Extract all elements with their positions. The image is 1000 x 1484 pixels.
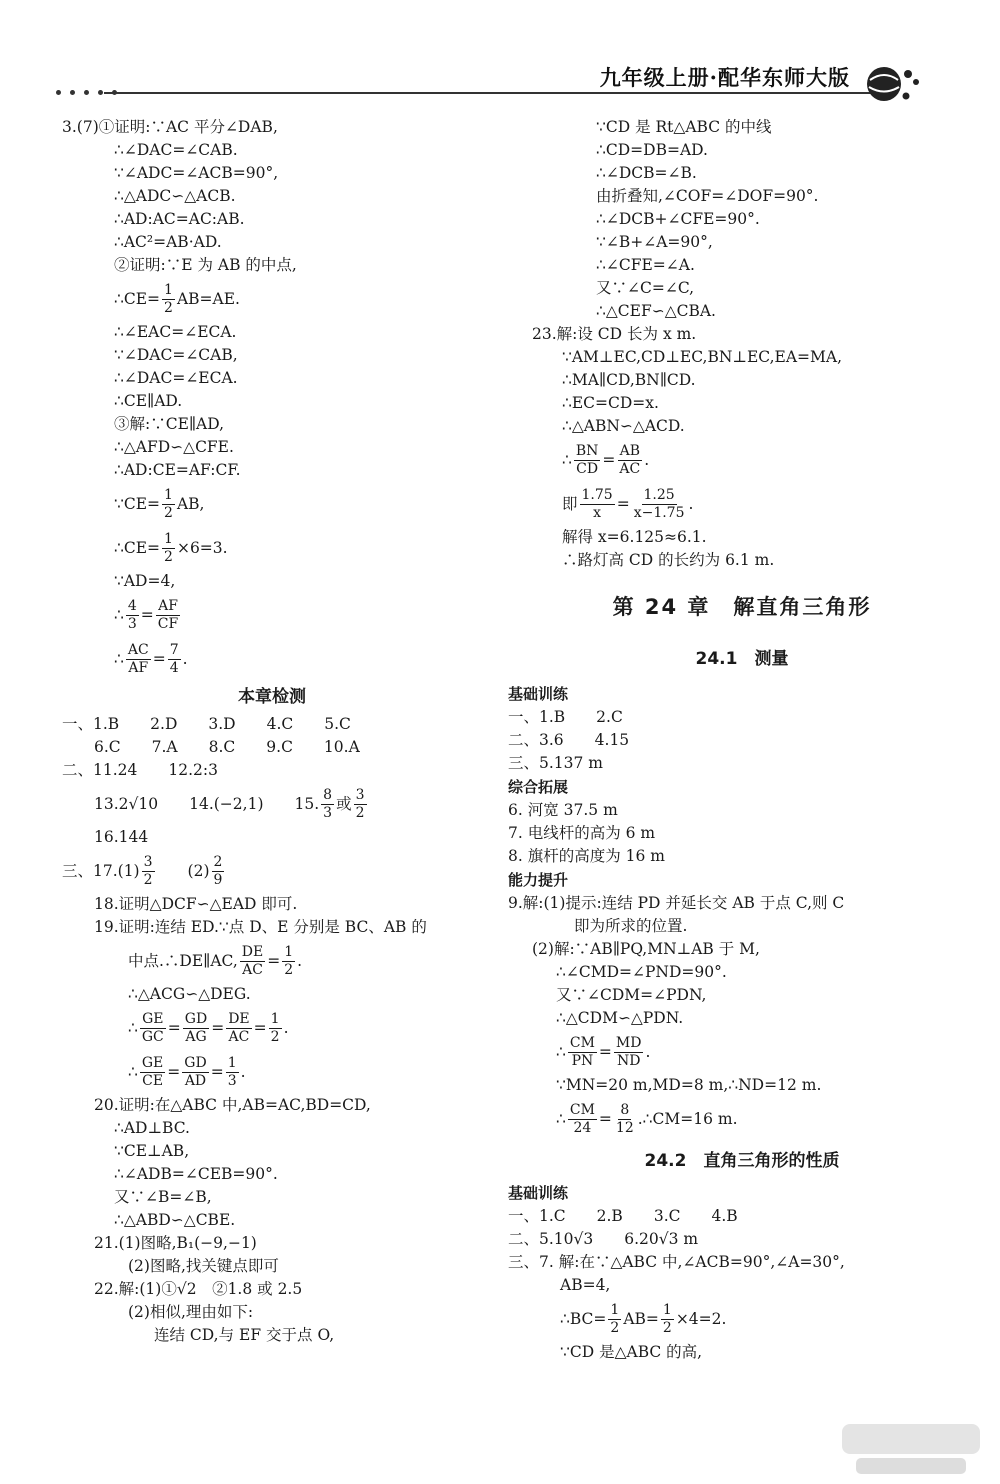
text-line: ∴∠DAC=∠CAB. (114, 141, 238, 159)
text-line: 连结 CD,与 EF 交于点 O, (154, 1326, 335, 1344)
section-title-24-1: 24.1 测量 (695, 649, 789, 669)
text-line: 6.C 7.A 8.C 9.C 10.A (94, 738, 360, 756)
text-line: ∴∠CFE=∠A. (596, 256, 695, 274)
formula-text: = (152, 650, 166, 668)
numerator: 1 (662, 1301, 672, 1318)
fraction (226, 1011, 251, 1046)
formula-text: 中点.∴DE∥AC, (128, 952, 238, 970)
formula-line (62, 526, 482, 570)
fraction (140, 1011, 166, 1046)
text-line: ∵∠ADC=∠ACB=90°, (114, 164, 279, 182)
text-line: 解得 x=6.125≈6.1. (562, 528, 707, 546)
formula-text: 三、17.(1) (62, 862, 140, 880)
text-line: 20.证明:在△ABC 中,AB=AC,BD=CD, (94, 1096, 371, 1114)
denominator: x (593, 504, 602, 521)
text-line: ∴AC²=AB·AD. (114, 233, 222, 251)
numerator: 7 (169, 641, 179, 658)
numerator: 3 (143, 853, 153, 870)
formula-line (62, 482, 482, 526)
formula-text: (2) (156, 862, 210, 880)
text-line: 16.144 (94, 828, 149, 846)
watermark-logo-icon (836, 1418, 986, 1478)
formula-line (62, 849, 482, 893)
denominator: 2 (662, 1319, 672, 1336)
formula-text: = (598, 1110, 612, 1128)
numerator: GE (141, 1054, 164, 1071)
numerator: DE (228, 1010, 250, 1027)
text-line: 9.解:(1)提示:连结 PD 并延长交 AB 于点 C,则 C (508, 894, 845, 912)
denominator: 2 (164, 548, 173, 565)
fraction (614, 1102, 636, 1137)
text-line: ②证明:∵E 为 AB 的中点, (114, 256, 297, 274)
fraction (580, 487, 615, 522)
dot (84, 90, 89, 95)
formula-text: . (645, 1043, 651, 1061)
formula-line: ∴ $\frac{GE}{GC}$ = $\frac{GD}{AG}$ = $\frac{DE}{AC}$ = $\frac{1}{2}$ . (62, 1006, 482, 1050)
text-line: 二、11.24 12.2:3 (62, 761, 218, 779)
formula-text: ∴ (556, 1110, 566, 1128)
denominator: 2 (610, 1319, 620, 1336)
denominator: 3 (227, 1072, 237, 1089)
numerator: 1 (164, 281, 173, 298)
numerator: 1 (164, 530, 173, 547)
numerator: 3 (355, 786, 365, 803)
denominator: GC (141, 1028, 164, 1045)
text-line: 又∵∠C=∠C, (596, 279, 695, 297)
globe-logo-icon (858, 60, 928, 106)
fraction (617, 443, 642, 478)
text-line: ∴△ACG∽△DEG. (128, 985, 251, 1003)
formula-text: ∴CE= (114, 290, 161, 308)
denominator: 24 (573, 1119, 592, 1136)
fraction (142, 854, 155, 889)
text-line: AB=4, (560, 1276, 611, 1294)
fraction (321, 787, 334, 822)
text-line: ∴EC=CD=x. (562, 394, 659, 412)
text-line: ∴CE∥AD. (114, 392, 183, 410)
denominator: 2 (355, 804, 365, 821)
formula-line (532, 1030, 952, 1074)
text-line: ∴∠ADB=∠CEB=90°. (114, 1165, 278, 1183)
formula-text: . (688, 495, 694, 513)
formula-text: ∴ (562, 451, 572, 469)
formula-line (62, 637, 482, 681)
text-line: (2)相似,理由如下: (128, 1303, 254, 1321)
formula-line (532, 1297, 952, 1341)
text-line: 23.解:设 CD 长为 x m. (532, 325, 697, 343)
denominator: 2 (164, 299, 173, 316)
formula-text: . (644, 451, 650, 469)
fraction (168, 642, 181, 677)
formula-line (62, 939, 482, 983)
denominator: CF (157, 615, 179, 632)
denominator: 2 (164, 504, 173, 521)
formula-text: . (240, 1063, 246, 1081)
fraction (661, 1302, 674, 1337)
dot (98, 90, 103, 95)
denominator: 9 (213, 871, 223, 888)
text-line: 即为所求的位置. (574, 917, 688, 935)
numerator: 1.75 (581, 486, 613, 503)
text-line: ∴△CDM∽△PDN. (556, 1009, 684, 1027)
text-line: 7. 电线杆的高为 6 m (508, 824, 656, 842)
fraction (282, 944, 295, 979)
numerator: AB (619, 442, 641, 459)
numerator: 1 (227, 1054, 237, 1071)
numerator: 1.25 (643, 486, 675, 503)
formula-line (62, 782, 482, 826)
text-line: ∵CE⊥AB, (114, 1142, 190, 1160)
formula-text: .∴CM=16 m. (637, 1110, 738, 1128)
formula-text: ∴ (556, 1043, 566, 1061)
denominator: PN (571, 1052, 594, 1069)
formula-text: 13.2√10 14.(−2,1) 15. (94, 795, 320, 813)
text-line: ∴△ABN∽△ACD. (562, 417, 685, 435)
numerator: 4 (127, 597, 137, 614)
numerator: GD (184, 1010, 208, 1027)
text-line: 6. 河宽 37.5 m (508, 801, 618, 819)
text-line: 18.证明△DCF∽△EAD 即可. (94, 895, 298, 913)
formula-text: = (140, 606, 154, 624)
text-line: 二、3.6 4.15 (508, 731, 630, 749)
dot (70, 90, 75, 95)
fraction (126, 642, 151, 677)
fraction (608, 1302, 621, 1337)
denominator: 3 (127, 615, 137, 632)
fraction (240, 944, 265, 979)
formula-text: = (598, 1043, 612, 1061)
denominator: CD (576, 460, 599, 477)
denominator: x−1.75 (633, 504, 685, 521)
right-column (508, 116, 952, 1364)
numerator: 1 (610, 1301, 620, 1318)
formula-text: 即 (562, 495, 578, 513)
formula-text: ∵CE= (114, 495, 161, 513)
text-line: ∴路灯高 CD 的长约为 6.1 m. (562, 551, 775, 569)
numerator: 1 (164, 486, 173, 503)
text-line: (2)图略,找关键点即可 (128, 1257, 279, 1275)
numerator: GE (142, 1010, 164, 1027)
text-line: ∴∠DCB=∠B. (596, 164, 697, 182)
formula-text: AB=AE. (176, 290, 240, 308)
fraction (156, 598, 180, 633)
formula-text: = (602, 451, 616, 469)
denominator: CE (142, 1072, 164, 1089)
text-line: ∴△CEF∽△CBA. (596, 302, 716, 320)
formula-line (62, 277, 482, 321)
formula-text: AB, (176, 495, 205, 513)
numerator: AF (158, 597, 178, 614)
fraction (162, 282, 175, 317)
subheading-basic-2: 基础训练 (508, 1184, 569, 1202)
text-line: 19.证明:连结 ED.∵点 D、E 分别是 BC、AB 的 (94, 918, 427, 936)
fraction (162, 487, 175, 522)
text-line: ∴CD=DB=AD. (596, 141, 708, 159)
denominator: 2 (270, 1028, 280, 1045)
text-line: ∵AM⊥EC,CD⊥EC,BN⊥EC,EA=MA, (562, 348, 843, 366)
fraction (226, 1055, 239, 1090)
denominator: AD (184, 1072, 207, 1089)
text-line: 22.解:(1)①√2 ②1.8 或 2.5 (94, 1280, 303, 1298)
fraction (614, 1035, 644, 1070)
fraction (568, 1102, 597, 1137)
text-line: ∵CD 是 Rt△ABC 的中线 (596, 118, 772, 136)
text-line: ∴MA∥CD,BN∥CD. (562, 371, 696, 389)
numerator: 2 (213, 853, 223, 870)
fraction (212, 854, 225, 889)
denominator: 12 (615, 1119, 634, 1136)
text-line: ∴△ADC∽△ACB. (114, 187, 236, 205)
text-line: ③解:∵CE∥AD, (114, 415, 225, 433)
header-title: 九年级上册·配华东师大版 (599, 65, 850, 90)
subheading-basic: 基础训练 (508, 685, 569, 703)
text-line: ∴△ABD∽△CBE. (114, 1211, 236, 1229)
text-line: 一、1.B 2.D 3.D 4.C 5.C (62, 715, 351, 733)
text-line: ∵∠B+∠A=90°, (596, 233, 713, 251)
formula-text: ×4=2. (675, 1310, 727, 1328)
fraction (354, 787, 367, 822)
formula-text: = (616, 495, 630, 513)
numerator: MD (615, 1034, 642, 1051)
fraction (183, 1011, 209, 1046)
left-column (62, 116, 482, 1347)
text-line: 一、1.C 2.B 3.C 4.B (508, 1207, 738, 1225)
numerator: CM (569, 1034, 595, 1051)
denominator: 2 (143, 871, 153, 888)
text-line: ∵AD=4, (114, 572, 176, 590)
formula-line: ∴ $\frac{GE}{CE}$ = $\frac{GD}{AD}$ = $\frac{1}{3}$ . (62, 1050, 482, 1094)
text-line: 由折叠知,∠COF=∠DOF=90°. (596, 187, 819, 205)
formula-text: ∴CE= (114, 539, 161, 557)
header-rule (104, 92, 874, 94)
numerator: AC (127, 641, 149, 658)
numerator: 8 (323, 786, 333, 803)
text-line: ∴∠EAC=∠ECA. (114, 323, 237, 341)
numerator: 1 (284, 943, 294, 960)
denominator: AC (619, 460, 641, 477)
text-line: ∴AD:CE=AF:CF. (114, 461, 241, 479)
denominator: AG (185, 1028, 207, 1045)
denominator: 4 (169, 659, 179, 676)
fraction (574, 443, 601, 478)
formula-text: ∴BC= (560, 1310, 607, 1328)
chapter-test-title: 本章检测 (238, 687, 306, 707)
subheading-ability: 能力提升 (508, 871, 569, 889)
text-line: 三、7. 解:在∵△ABC 中,∠ACB=90°,∠A=30°, (508, 1253, 845, 1271)
text-line: ∴∠DCB+∠CFE=90°. (596, 210, 760, 228)
text-line: ∵∠DAC=∠CAB, (114, 346, 238, 364)
denominator: AC (242, 961, 263, 978)
text-line: 三、5.137 m (508, 754, 603, 772)
text-line: ∴AD⊥BC. (114, 1119, 190, 1137)
text-line: 8. 旗杆的高度为 16 m (508, 847, 665, 865)
dot (56, 90, 61, 95)
numerator: 8 (620, 1101, 630, 1118)
text-line: 21.(1)图略,B₁(−9,−1) (94, 1234, 257, 1252)
formula-text: = (267, 952, 281, 970)
formula-line (532, 1097, 952, 1141)
text-line: ∴∠CMD=∠PND=90°. (556, 963, 727, 981)
numerator: CM (569, 1101, 595, 1118)
fraction (126, 598, 139, 633)
subheading-extension: 综合拓展 (508, 778, 569, 796)
text-line: 又∵∠B=∠B, (114, 1188, 212, 1206)
numerator: DE (241, 943, 264, 960)
fraction (162, 531, 175, 566)
text-line: ∵MN=20 m,MD=8 m,∴ND=12 m. (556, 1076, 822, 1094)
denominator: AF (128, 659, 149, 676)
page-header (0, 0, 1000, 110)
formula-line (532, 438, 952, 482)
section-title-24-2: 24.2 直角三角形的性质 (644, 1151, 840, 1171)
numerator: 1 (270, 1010, 280, 1027)
text-line: 又∵∠CDM=∠PDN, (556, 986, 707, 1004)
text-line: 3.(7)①证明:∵AC 平分∠DAB, (62, 118, 278, 136)
formula-text: . (283, 1019, 289, 1037)
text-line: ∴∠DAC=∠ECA. (114, 369, 238, 387)
formula-text: . (297, 952, 303, 970)
text-line: ∵CD 是△ABC 的高, (560, 1343, 703, 1361)
fraction (182, 1055, 208, 1090)
chapter-title: 第 24 章 解直角三角形 (612, 595, 872, 619)
denominator: ND (616, 1052, 641, 1069)
fraction (632, 487, 687, 522)
fraction (568, 1035, 597, 1070)
fraction (269, 1011, 282, 1046)
text-line: 二、5.10√3 6.20√3 m (508, 1230, 699, 1248)
formula-text: ×6=3. (176, 539, 228, 557)
formula-line (532, 482, 952, 526)
formula-text: ∴ (114, 650, 124, 668)
fraction (140, 1055, 165, 1090)
formula-text: 或 (336, 795, 352, 813)
text-line: ∴△AFD∽△CFE. (114, 438, 234, 456)
formula-text: AB= (623, 1310, 659, 1328)
formula-text: ∴ (114, 606, 124, 624)
denominator: 2 (284, 961, 294, 978)
formula-text: ∴ (128, 1019, 138, 1037)
text-line: 一、1.B 2.C (508, 708, 623, 726)
formula-text: . (182, 650, 188, 668)
denominator: 3 (323, 804, 333, 821)
text-line: ∴AD:AC=AC:AB. (114, 210, 245, 228)
text-line: (2)解:∵AB∥PQ,MN⊥AB 于 M, (532, 940, 760, 958)
formula-line (62, 593, 482, 637)
formula-text: ∴ (128, 1063, 138, 1081)
numerator: BN (575, 442, 599, 459)
numerator: GD (184, 1054, 207, 1071)
denominator: AC (228, 1028, 250, 1045)
